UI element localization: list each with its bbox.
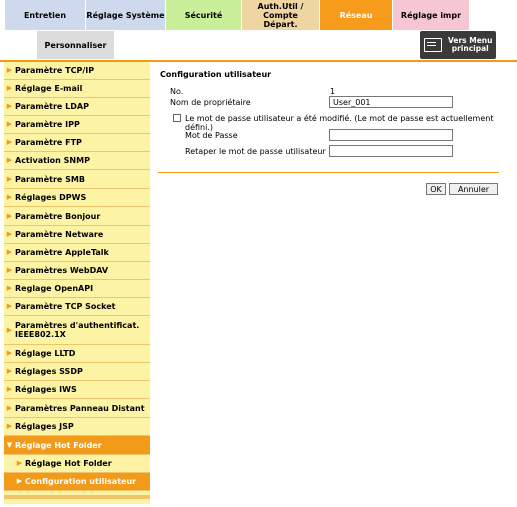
tab-auth-util[interactable] — [242, 0, 320, 30]
page-title: Configuration utilisateur — [160, 70, 272, 79]
sidebar-item-label: Paramètre Bonjour — [15, 211, 101, 221]
form-divider — [158, 172, 499, 173]
sidebar-item-label: Paramètre SMB — [15, 174, 85, 184]
chevron-right-icon: ▶ — [6, 266, 13, 274]
sidebar-item[interactable] — [4, 363, 150, 381]
main-menu-label: Vers Menu principal — [448, 36, 493, 53]
sidebar-item[interactable] — [4, 226, 150, 244]
chevron-right-icon: ▶ — [6, 156, 13, 164]
tab-label: Réglage Système — [86, 10, 165, 20]
sidebar-item-label: Paramètres d'authentificat. IEEE802.1X — [15, 321, 140, 339]
no-value: 1 — [330, 87, 336, 96]
password-input[interactable] — [329, 129, 453, 141]
sidebar-item-label: Réglages JSP — [15, 422, 74, 431]
tab-securite[interactable] — [166, 0, 242, 30]
chevron-right-icon: ▶ — [6, 211, 13, 220]
password-label: Mot de Passe — [185, 131, 238, 140]
chevron-right-icon: ▶ — [6, 84, 13, 92]
chevron-right-icon: ▶ — [6, 120, 13, 128]
chevron-right-icon: ▶ — [16, 477, 23, 485]
chevron-right-icon: ▶ — [6, 349, 13, 357]
owner-name-input[interactable] — [329, 96, 453, 108]
tab-label: Réglage impr — [400, 10, 462, 20]
sidebar-item-label: Reglage OpenAPI — [15, 284, 94, 293]
sidebar-bottom-bar — [4, 495, 150, 499]
chevron-right-icon: ▶ — [6, 174, 13, 183]
sidebar-item[interactable] — [4, 62, 150, 80]
tab-label: Sécurité — [184, 10, 223, 20]
sidebar-item-label: Paramètre TCP/IP — [15, 66, 95, 75]
tab-reseau[interactable] — [320, 0, 393, 30]
sidebar-item[interactable] — [4, 345, 150, 363]
menu-window-icon — [424, 38, 442, 52]
sidebar-item[interactable] — [4, 298, 150, 316]
sidebar-item[interactable] — [4, 170, 150, 189]
sidebar-item[interactable] — [4, 455, 150, 473]
sidebar-item-label: Paramètre Netware — [15, 230, 104, 239]
chevron-right-icon: ▶ — [6, 230, 13, 238]
sidebar-item[interactable] — [4, 436, 150, 455]
sidebar-item[interactable] — [4, 98, 150, 116]
tab-label: Auth.Util / Compte Départ. — [257, 1, 304, 29]
sidebar-item[interactable] — [4, 418, 150, 436]
sidebar-item[interactable] — [4, 134, 150, 152]
sidebar-item[interactable] — [4, 316, 150, 345]
sidebar-item[interactable] — [4, 399, 150, 418]
tab-reglage-systeme[interactable] — [86, 0, 166, 30]
main-menu-button[interactable] — [420, 31, 496, 59]
chevron-right-icon: ▶ — [6, 248, 13, 256]
chevron-right-icon: ▶ — [6, 302, 13, 310]
sidebar-item[interactable] — [4, 116, 150, 134]
sidebar-item-label: Réglages SSDP — [15, 367, 83, 376]
tab-reglage-impr[interactable] — [393, 0, 470, 30]
sidebar-item-label: Réglage Hot Folder — [15, 440, 102, 450]
chevron-right-icon: ▶ — [6, 66, 13, 74]
sidebar-item[interactable] — [4, 152, 150, 170]
chevron-right-icon: ▶ — [6, 193, 13, 201]
retype-password-label: Retaper le mot de passe utilisateur — [185, 147, 326, 156]
chevron-right-icon: ▶ — [6, 325, 13, 334]
no-label: No. — [170, 87, 184, 96]
chevron-right-icon: ▶ — [6, 385, 13, 393]
sidebar-item-label: Activation SNMP — [15, 156, 90, 165]
sidebar-item-label: Réglage Hot Folder — [25, 459, 112, 468]
sidebar-item-label: Paramètre TCP Socket — [15, 302, 116, 311]
chevron-right-icon: ▶ — [6, 284, 13, 292]
retype-password-input[interactable] — [329, 145, 453, 157]
sidebar-item-label: Paramètre FTP — [15, 138, 82, 147]
sidebar-item[interactable] — [4, 80, 150, 98]
sidebar-item-label: Paramètres Panneau Distant — [15, 403, 145, 413]
sidebar-item-label: Réglages DPWS — [15, 193, 87, 202]
sidebar-item-label: Réglage LLTD — [15, 349, 76, 358]
sidebar-item-label: Paramètre LDAP — [15, 102, 89, 111]
ok-button[interactable]: OK — [426, 183, 446, 195]
sidebar-item[interactable] — [4, 262, 150, 280]
sidebar-item[interactable] — [4, 473, 150, 491]
cancel-button[interactable]: Annuler — [449, 183, 498, 195]
chevron-right-icon: ▶ — [6, 403, 13, 412]
chevron-right-icon: ▶ — [6, 138, 13, 146]
sidebar-item-label: Paramètre IPP — [15, 120, 80, 129]
sidebar-item-label: Configuration utilisateur — [25, 477, 137, 486]
tab-label: Entretien — [23, 10, 67, 20]
tab-entretien[interactable] — [5, 0, 86, 30]
sidebar-item[interactable] — [4, 189, 150, 207]
sidebar-item-label: Réglages IWS — [15, 385, 77, 394]
chevron-right-icon: ▶ — [6, 102, 13, 110]
password-changed-label: Le mot de passe utilisateur a été modifié. (Le mot de passe est actuellement défini.) — [185, 114, 494, 132]
tab-personnaliser[interactable] — [37, 31, 114, 59]
chevron-right-icon: ▶ — [16, 459, 23, 467]
subtab-label: Personnaliser — [44, 40, 107, 50]
sidebar-item[interactable] — [4, 280, 150, 298]
tab-label: Réseau — [339, 10, 373, 20]
sidebar-item[interactable] — [4, 244, 150, 262]
chevron-down-icon: ▼ — [6, 440, 13, 449]
sidebar-item[interactable] — [4, 381, 150, 399]
sidebar-item[interactable] — [4, 207, 150, 226]
password-changed-checkbox[interactable] — [173, 114, 181, 122]
chevron-right-icon: ▶ — [6, 367, 13, 375]
chevron-right-icon: ▶ — [6, 422, 13, 430]
owner-label: Nom de propriétaire — [170, 98, 251, 107]
sidebar-item-label: Réglage E-mail — [15, 84, 83, 93]
sidebar-item-label: Paramètres WebDAV — [15, 266, 109, 275]
sidebar-item-label: Paramètre AppleTalk — [15, 248, 109, 257]
